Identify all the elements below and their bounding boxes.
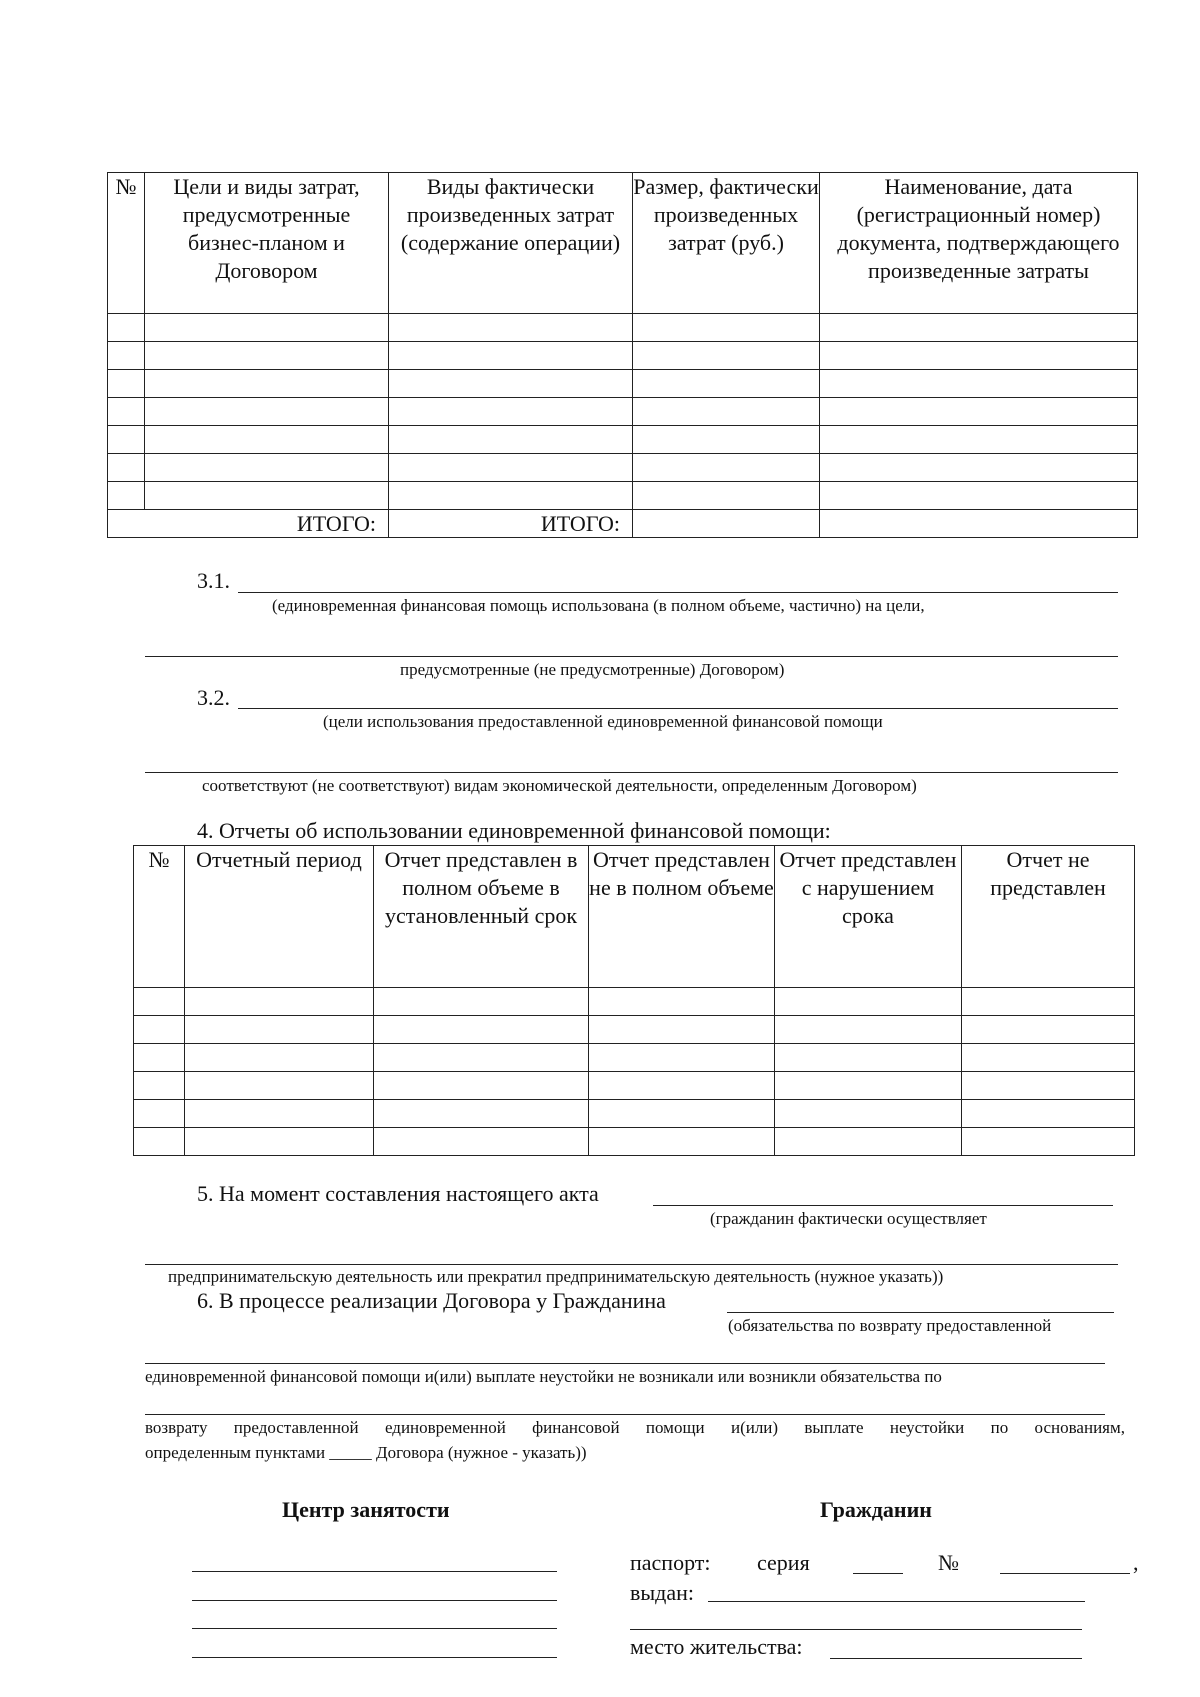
section-5-line-1[interactable] [653, 1205, 1113, 1206]
section-6-line-2[interactable] [145, 1363, 1105, 1364]
col-number-header: № [108, 173, 145, 314]
table-row [108, 342, 1138, 370]
section-3-1-line-1[interactable] [238, 592, 1118, 593]
section-3-1-number: 3.1. [197, 568, 230, 593]
table-row [108, 370, 1138, 398]
table-row [108, 482, 1138, 510]
section-3-1-hint-1: (единовременная финансовая помощь использована (в полном объеме, частично) на цели, [272, 596, 925, 615]
section-5-label: 5. На момент составления настоящего акта [197, 1181, 599, 1206]
section-3-2-line-1[interactable] [238, 708, 1118, 709]
table-row [108, 398, 1138, 426]
total-label-1: ИТОГО: [108, 510, 389, 538]
table-row [134, 1044, 1135, 1072]
citizen-title: Гражданин [820, 1497, 932, 1522]
table-row [108, 426, 1138, 454]
section-6-hint-2: единовременной финансовой помощи и(или) выплате неустойки не возникали или возникли обязательства по [145, 1367, 942, 1386]
table-row [134, 1100, 1135, 1128]
passport-label: паспорт: [630, 1550, 711, 1575]
section-6-hint-1: (обязательства по возврату предоставленной [728, 1316, 1052, 1335]
residence-label: место жительства: [630, 1634, 803, 1659]
table-row [134, 988, 1135, 1016]
col-expense-types-header: Виды фактически произведенных затрат (содержание операции) [389, 173, 633, 314]
expenses-table [107, 172, 1138, 538]
issued-label: выдан: [630, 1580, 695, 1605]
table-row [108, 454, 1138, 482]
section-3-2-hint-1: (цели использования предоставленной единовременной финансовой помощи [323, 712, 883, 731]
section-6-line-3[interactable] [145, 1414, 1105, 1415]
reports-table [133, 845, 1135, 1156]
series-label: серия [757, 1550, 810, 1575]
table-header-row [134, 846, 1135, 988]
col-full-on-time-header: Отчет представлен в полном объеме в установленный срок [374, 846, 589, 988]
col-amount-header: Размер, фактически произведенных затрат (руб.) [633, 173, 820, 314]
center-sign-line-4[interactable] [192, 1657, 557, 1658]
section-3-1-line-2[interactable] [145, 656, 1118, 657]
center-sign-line-3[interactable] [192, 1628, 557, 1629]
issued-field-2[interactable] [630, 1629, 1082, 1630]
section-6-label: 6. В процессе реализации Договора у Гражданина [197, 1288, 666, 1313]
section-6-hint-3: возврату предоставленной единовременной финансовой помощи и(или) выплате неустойки по основаниям, [145, 1418, 1125, 1437]
col-partial-header: Отчет представлен не в полном объеме [589, 846, 775, 988]
col-document-header: Наименование, дата (регистрационный номер) документа, подтверждающего произведенные затраты [820, 173, 1138, 314]
table-header-row [108, 173, 1138, 314]
residence-field[interactable] [830, 1658, 1082, 1659]
total-label-2: ИТОГО: [389, 510, 633, 538]
col-goals-header: Цели и виды затрат, предусмотренные бизнес-планом и Договором [145, 173, 389, 314]
number-label: № [938, 1550, 959, 1575]
section-3-1-hint-2: предусмотренные (не предусмотренные) Договором) [400, 660, 785, 679]
col-late-header: Отчет представлен с нарушением срока [775, 846, 962, 988]
section-3-2-line-2[interactable] [145, 772, 1118, 773]
issued-field[interactable] [708, 1601, 1085, 1602]
section-4-title: 4. Отчеты об использовании единовременной финансовой помощи: [197, 818, 831, 843]
totals-row [108, 510, 1138, 538]
section-5-line-2[interactable] [145, 1264, 1118, 1265]
employment-center-title: Центр занятости [282, 1497, 450, 1522]
table-row [134, 1072, 1135, 1100]
section-5-hint-2: предпринимательскую деятельность или прекратил предпринимательскую деятельность (нужное указать)) [168, 1267, 944, 1286]
section-5-hint-1: (гражданин фактически осуществляет [710, 1209, 987, 1228]
center-sign-line-1[interactable] [192, 1571, 557, 1572]
table-row [134, 1128, 1135, 1156]
col-number-header: № [134, 846, 185, 988]
section-3-2-hint-2: соответствуют (не соответствуют) видам экономической деятельности, определенным Договором) [202, 776, 917, 795]
section-6-line-1[interactable] [727, 1312, 1114, 1313]
section-6-hint-4: определенным пунктами _____ Договора (нужное - указать)) [145, 1443, 587, 1462]
col-not-submitted-header: Отчет не представлен [962, 846, 1135, 988]
section-3-2-number: 3.2. [197, 685, 230, 710]
center-sign-line-2[interactable] [192, 1600, 557, 1601]
comma-mark: , [1133, 1550, 1139, 1575]
table-row [108, 314, 1138, 342]
series-field[interactable] [853, 1573, 903, 1574]
passport-number-field[interactable] [1000, 1573, 1130, 1574]
col-period-header: Отчетный период [185, 846, 374, 988]
table-row [134, 1016, 1135, 1044]
